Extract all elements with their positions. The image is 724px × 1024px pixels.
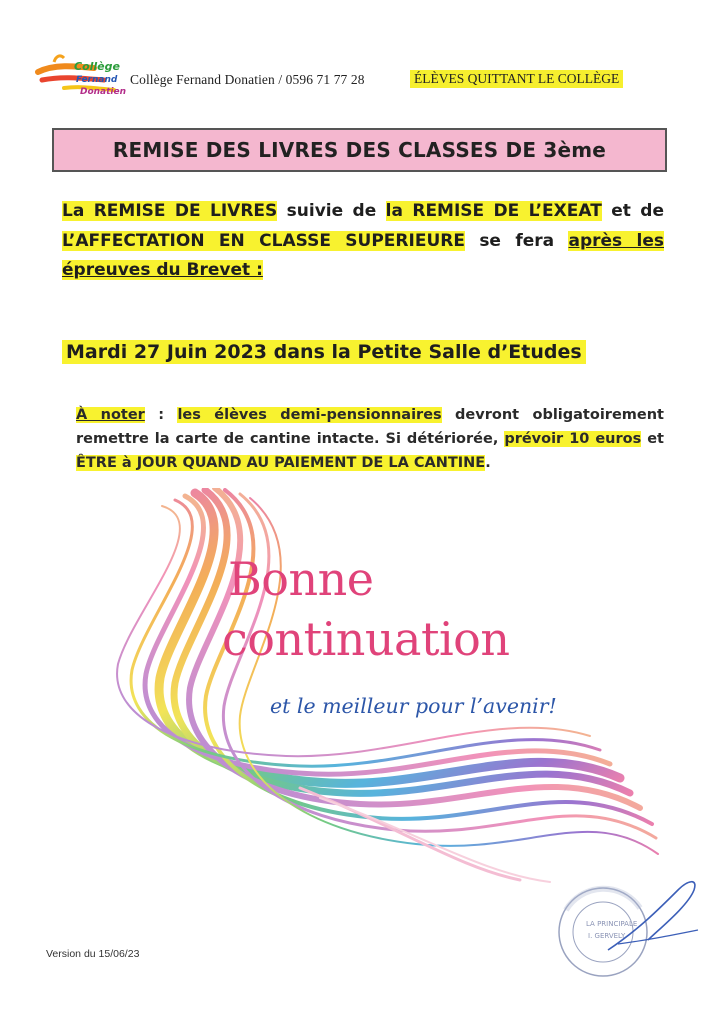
note-text: et [641,431,664,447]
intro-text: suivie de [277,201,386,221]
svg-text:I. GERVELY: I. GERVELY [588,932,626,940]
intro-text: et de [601,201,664,221]
note-highlight-payment: ÊTRE à JOUR QUAND AU PAIEMENT DE LA CANTINE [76,455,486,471]
note-label: À noter [76,407,145,423]
note-highlight-fee: prévoir 10 euros [504,431,642,447]
school-info: Collège Fernand Donatien / 0596 71 77 28 [130,72,365,87]
greeting-line-3: et le meilleur pour l’avenir! [270,694,557,718]
intro-paragraph [62,197,664,286]
svg-text:Fernand: Fernand [76,75,118,85]
note-text: devront obligatoirement remettre la carte de cantine intacte. Si détériorée, [76,407,664,447]
intro-highlight-books: La REMISE DE LIVRES [62,201,278,221]
greeting-line-1: Bonne [228,552,374,606]
note-text: : [144,407,178,423]
title-banner [52,128,667,172]
intro-highlight-exeat: la REMISE DE L’EXEAT [385,201,602,221]
svg-text:Collège: Collège [74,60,120,73]
note-text: . [485,455,491,471]
rainbow-swirl-image [100,488,660,883]
note-paragraph [76,403,664,475]
category-tag: ÉLÈVES QUITTANT LE COLLÈGE [410,70,623,88]
greeting-line-2: continuation [222,612,510,666]
school-stamp-signature [548,870,708,980]
version-date: Version du 15/06/23 [46,948,140,960]
intro-highlight-brevet: après les épreuves du Brevet : [62,230,664,280]
svg-text:LA PRINCIPALE: LA PRINCIPALE [586,920,638,928]
note-highlight-students: les élèves demi-pensionnaires [177,407,442,423]
svg-text:Donatien: Donatien [80,87,126,97]
page-title: REMISE DES LIVRES DES CLASSES DE 3ème [112,138,607,162]
intro-text: se fera [464,230,569,251]
intro-highlight-assignment: L’AFFECTATION EN CLASSE SUPERIEURE [62,230,465,251]
event-date: Mardi 27 Juin 2023 dans la Petite Salle d’Etudes [62,340,586,364]
college-logo [34,50,126,102]
